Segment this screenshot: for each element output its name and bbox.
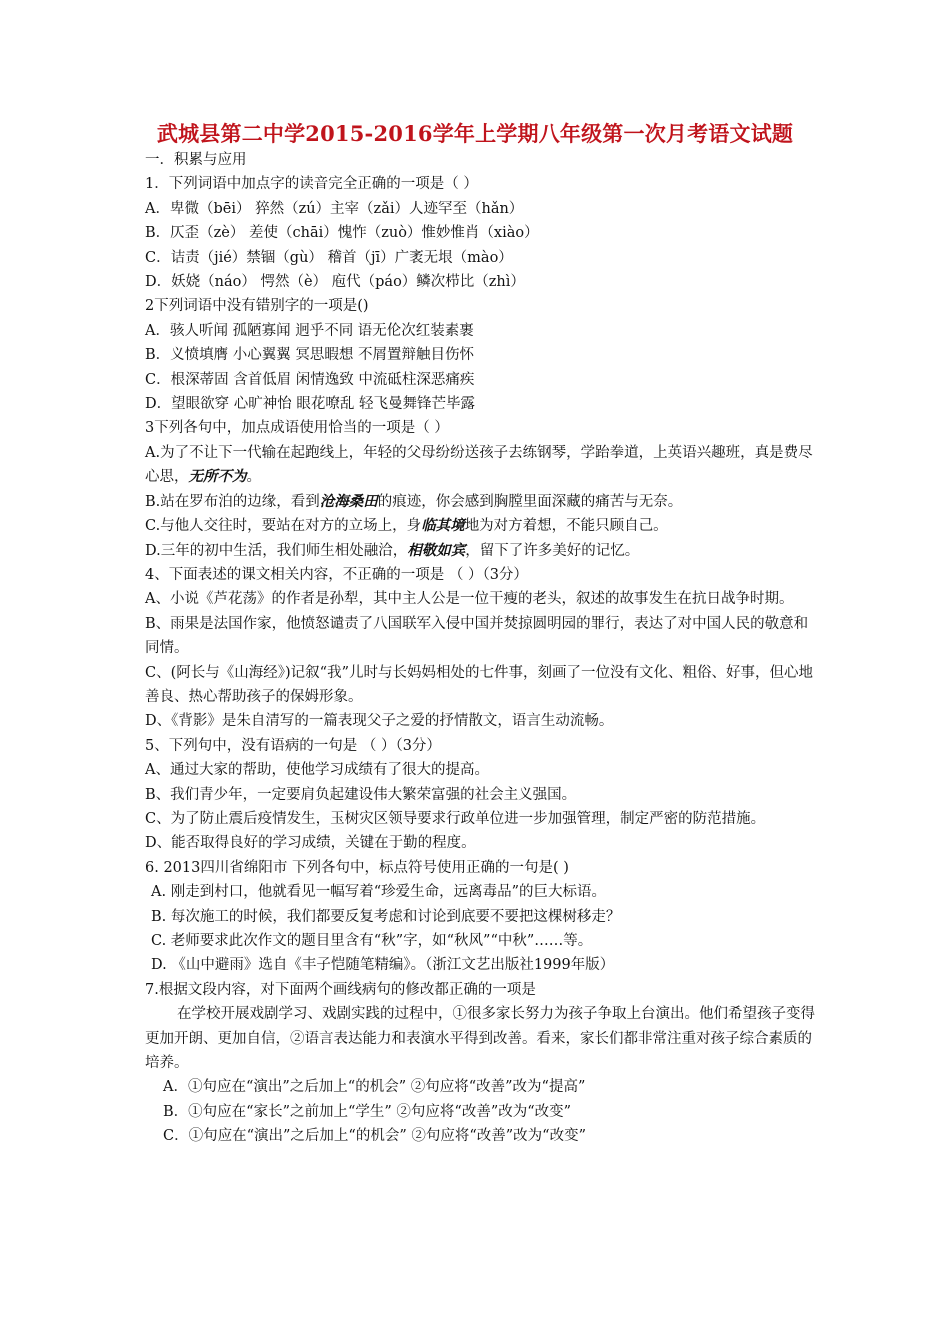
section-heading: 一．积累与应用 (145, 152, 247, 168)
q3-option-c: C.与他人交往时，要站在对方的立场上，身临其境地为对方着想，不能只顾自己。 (145, 517, 668, 535)
q4-option-a: A、小说《芦花荡》的作者是孙犁，其中主人公是一位干瘦的老头，叙述的故事发生在抗日战争时期。 (145, 591, 794, 608)
q3-option-a: A.为了不让下一代输在起跑线上，年轻的父母纷纷送孩子去练钢琴，学跆拳道，上英语兴趣班，真是费尽心思，无所不为。 (145, 444, 813, 486)
q3-d-idiom: 相敬如宾 (407, 541, 466, 559)
q1-stem: 1．下列词语中加点字的读音完全正确的一项是（ ） (145, 176, 478, 193)
q5-option-a: A、通过大家的帮助，使他学习成绩有了很大的提高。 (145, 762, 489, 779)
q2-option-c: C．根深蒂固 含首低眉 闲情逸致 中流砥柱深恶痛疾 (145, 371, 475, 388)
q4-option-c: C、(阿长与《山海经》)记叙“我”儿时与长妈妈相处的七件事，刻画了一位没有文化、粗俗、好事，但心地善良、热心帮助孩子的保姆形象。 (145, 664, 813, 705)
q7-option-a: A．①句应在“演出”之后加上“的机会” ②句应将“改善”改为“提高” (163, 1079, 586, 1096)
q5-option-c: C、为了防止震后疫情发生，玉树灾区领导要求行政单位进一步加强管理，制定严密的防范措施。 (145, 810, 766, 827)
q4-stem: 4、下面表述的课文相关内容，不正确的一项是 （ ）（3分） (145, 566, 528, 583)
q6-option-c: C. 老师要求此次作文的题目里含有“秋”字，如“秋风”“中秋”……等。 (151, 933, 593, 949)
q6-option-b: B. 每次施工的时候，我们都要反复考虑和讨论到底要不要把这棵树移走？ (151, 908, 621, 925)
q5-stem: 5、下列句中，没有语病的一句是 （ ）（3分） (145, 737, 441, 754)
q7-passage: 在学校开展戏剧学习、戏剧实践的过程中，①很多家长努力为孩子争取上台演出。他们希望孩子变得更加开朗、更加自信，②语言表达能力和表演水平得到改善。看来，家长们都非常注重对孩子综合素质的培养。 (145, 1006, 815, 1072)
q3-c-idiom: 临其境 (421, 517, 465, 535)
q2-option-d: D．望眼欲穿 心旷神怡 眼花嘹乱 轻飞曼舞锋芒毕露 (145, 396, 475, 413)
exam-title: 武城县第二中学2015-2016学年上学期八年级第一次月考语文试题 (156, 121, 794, 146)
q4-option-d: D、《背影》是朱自清写的一篇表现父子之爱的抒情散文，语言生动流畅。 (145, 713, 614, 730)
q6-stem: 6. 2013四川省绵阳市 下列各句中，标点符号使用正确的一句是( ) (145, 859, 569, 876)
q6-option-d: D. 《山中避雨》选自《丰子恺随笔精编》。（浙江文艺出版社1999年版） (151, 957, 615, 974)
q7-option-b: B．①句应在“家长”之前加上“学生” ②句应将“改善”改为“改变” (163, 1103, 572, 1120)
q1-option-b: B．仄歪（zè） 差使（chāi）愧怍（zuò）惟妙惟肖（xiào） (145, 225, 539, 242)
q3-option-b: B.站在罗布泊的边缘，看到沧海桑田的痕迹，你会感到胸膛里面深藏的痛苦与无奈。 (145, 492, 683, 510)
q2-option-b: B．义愤填膺 小心翼翼 冥思暇想 不屑置辩触目伤怀 (145, 347, 474, 364)
q7-stem: 7.根据文段内容，对下面两个画线病句的修改都正确的一项是 (145, 981, 536, 998)
q3-a-idiom: 无所不为 (188, 468, 247, 486)
q3-stem: 3下列各句中，加点成语使用恰当的一项是（ ） (145, 420, 449, 437)
q2-stem: 2下列词语中没有错别字的一项是() (145, 298, 369, 315)
q5-option-b: B、我们青少年，一定要肩负起建设伟大繁荣富强的社会主义强国。 (145, 786, 577, 803)
exam-body (145, 148, 815, 1149)
q1-option-c: C．诘责（jié）禁锢（gù） 稽首（jī）广袤无垠（mào） (145, 249, 513, 266)
q6-option-a: A. 刚走到村口，他就看见一幅写着“珍爱生命，远离毒品”的巨大标语。 (151, 884, 607, 901)
q3-option-d: D.三年的初中生活，我们师生相处融洽，相敬如宾，留下了许多美好的记忆。 (145, 541, 640, 559)
q4-option-b: B、雨果是法国作家，他愤怒谴责了八国联军入侵中国并焚掠圆明园的罪行，表达了对中国人民的敬意和同情。 (145, 615, 809, 657)
q1-option-d: D．妖娆（náo） 愕然（è） 庖代（páo）鳞次栉比（zhì） (145, 274, 525, 291)
q7-option-c: C．①句应在“演出”之后加上“的机会” ②句应将“改善”改为“改变” (163, 1128, 587, 1145)
q5-option-d: D、能否取得良好的学习成绩，关键在于勤的程度。 (145, 835, 476, 852)
q2-option-a: A．骇人听闻 孤陋寡闻 迥乎不同 语无伦次红装素裹 (145, 322, 474, 339)
q3-b-idiom: 沧海桑田 (319, 492, 378, 510)
q1-option-a: A．卑微（bēi） 猝然（zú）主宰（zǎi）人迹罕至（hǎn） (145, 200, 524, 217)
